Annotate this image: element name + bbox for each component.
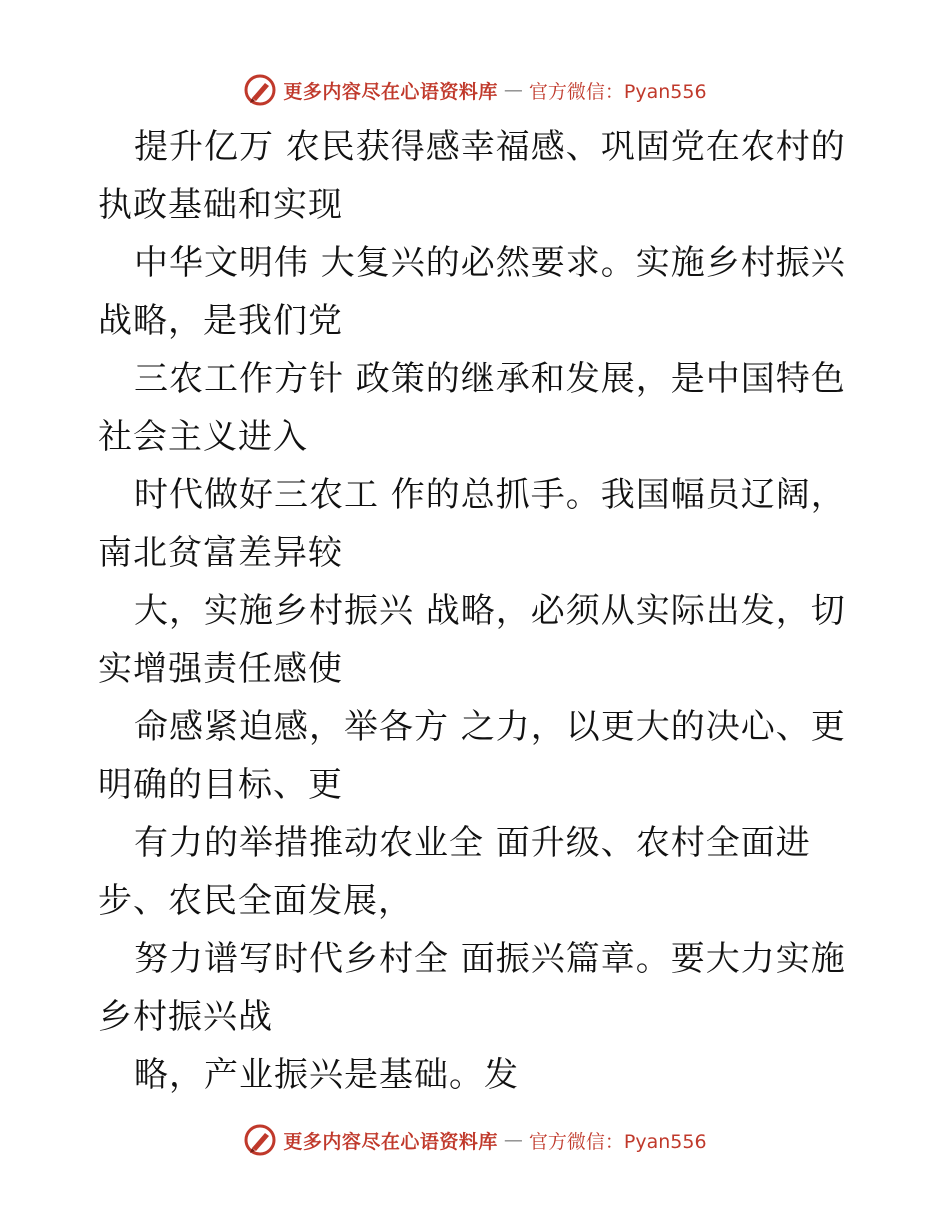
header-watermark [0, 70, 950, 110]
body-text-line: 战略，是我们党 [98, 301, 343, 341]
footer-contact-text: 官方微信：Pyan556 [528, 1130, 707, 1153]
body-text-line: 执政基础和实现 [98, 185, 343, 225]
body-text-line: 三农工作方针 政策的继承和发展，是中国特色 [134, 359, 846, 399]
footer-watermark [0, 1120, 950, 1160]
body-text-line: 南北贫富差异较 [98, 533, 343, 573]
body-text-line: 提升亿万 农民获得感幸福感、巩固党在农村的 [134, 127, 846, 167]
document-body [98, 118, 888, 1104]
pen-logo-icon [243, 1123, 277, 1157]
body-text-line: 明确的目标、更 [98, 765, 343, 805]
header-brand-text: 更多内容尽在心语资料库 [283, 80, 498, 103]
body-text-line: 社会主义进入 [98, 417, 308, 457]
body-text-line: 时代做好三农工 作的总抓手。我国幅员辽阔， [134, 475, 846, 515]
footer-separator: — [503, 1129, 523, 1151]
header-separator: — [503, 79, 523, 101]
body-text-line: 步、农民全面发展， [98, 881, 413, 921]
body-text-line: 有力的举措推动农业全 面升级、农村全面进 [134, 823, 811, 863]
footer-brand-text: 更多内容尽在心语资料库 [283, 1130, 498, 1153]
pen-logo-icon [243, 73, 277, 107]
body-text-line: 乡村振兴战 [98, 997, 273, 1037]
body-text-line: 大，实施乡村振兴 战略，必须从实际出发，切 [134, 591, 846, 631]
body-text-line: 中华文明伟 大复兴的必然要求。实施乡村振兴 [134, 243, 846, 283]
body-text-line: 实增强责任感使 [98, 649, 343, 689]
header-contact-text: 官方微信：Pyan556 [528, 80, 707, 103]
body-text-line: 略，产业振兴是基础。发 [134, 1055, 519, 1095]
body-text-line: 命感紧迫感，举各方 之力，以更大的决心、更 [134, 707, 846, 747]
body-text-line: 努力谱写时代乡村全 面振兴篇章。要大力实施 [134, 939, 846, 979]
